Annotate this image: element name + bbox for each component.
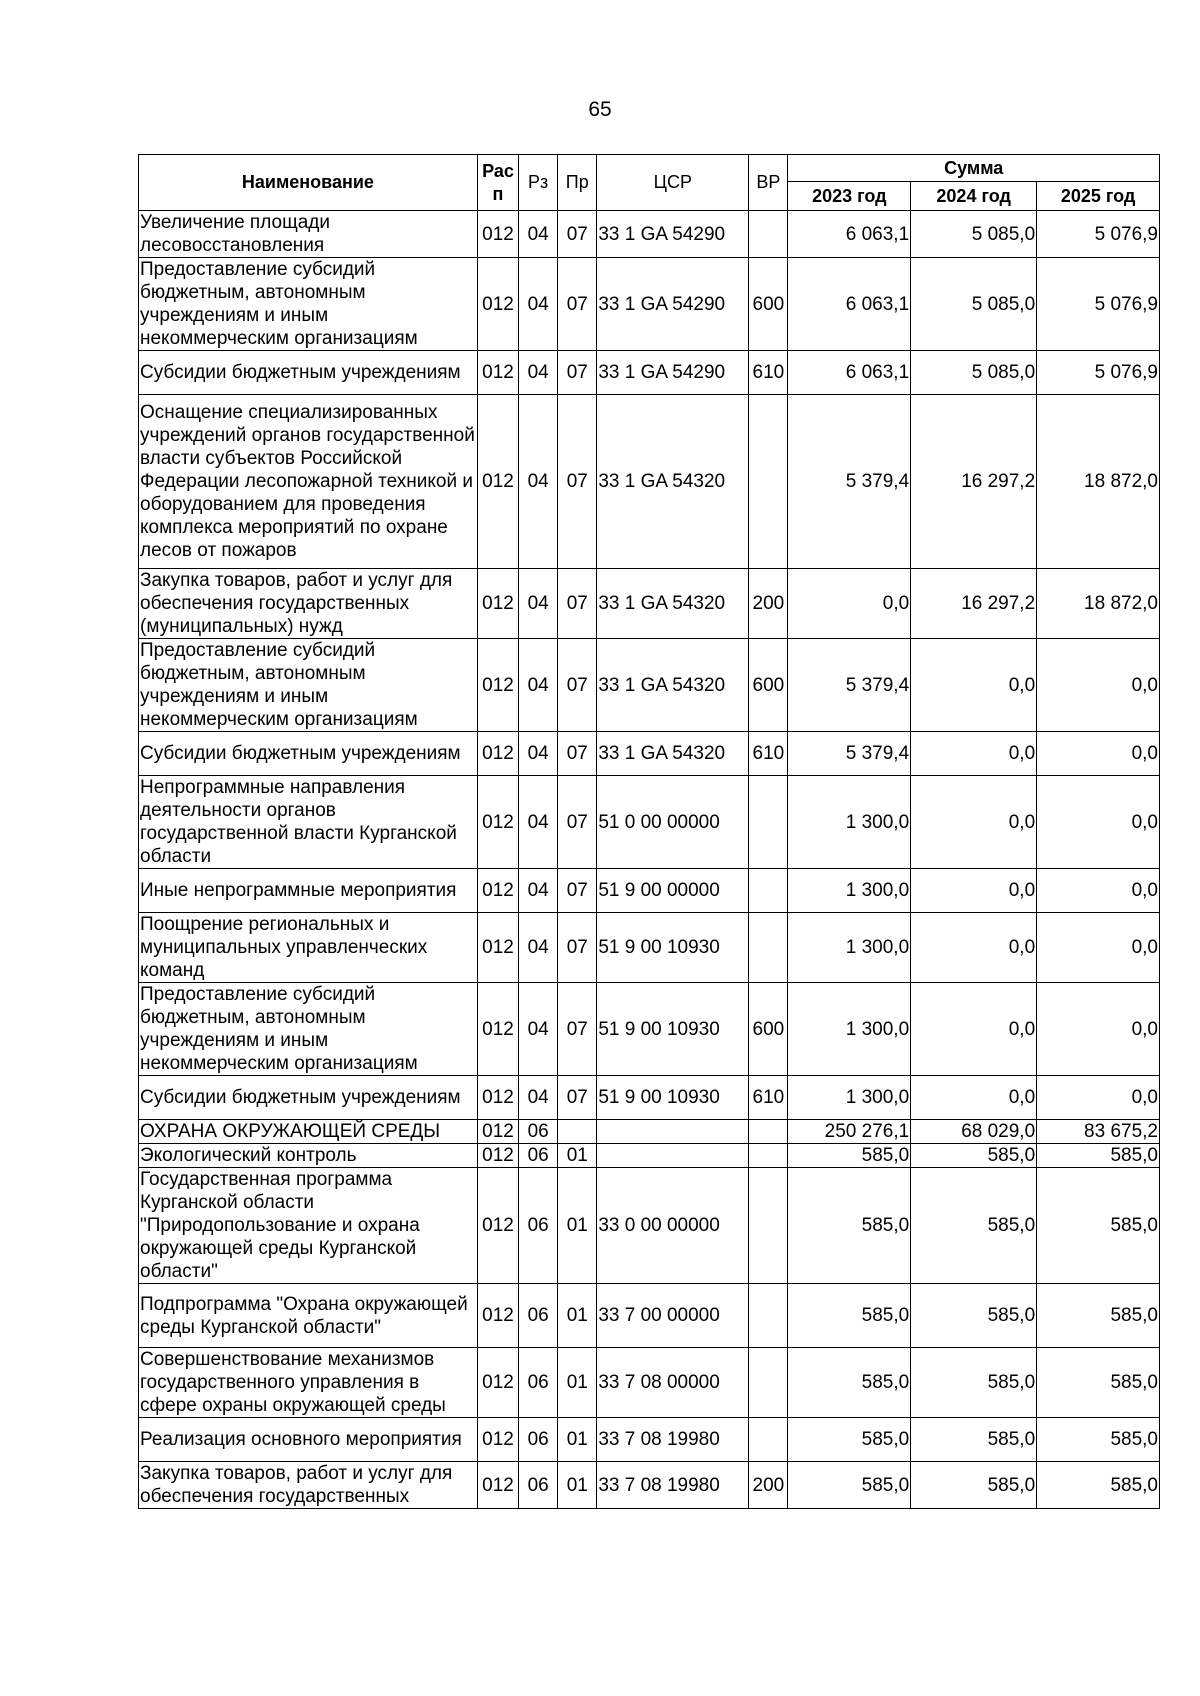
row-name: Совершенствование механизмов государственного управления в сфере охраны окружающей среды	[139, 1348, 478, 1418]
row-vr	[749, 1120, 788, 1144]
row-sum-2024: 5 085,0	[911, 258, 1037, 351]
row-sum-2023: 6 063,1	[788, 211, 911, 258]
row-rz: 04	[519, 776, 558, 869]
row-vr: 600	[749, 983, 788, 1076]
table-row	[139, 1348, 1160, 1418]
row-sum-2024: 585,0	[911, 1462, 1037, 1509]
header-csr: ЦСР	[597, 155, 749, 211]
row-sum-2025: 5 076,9	[1037, 351, 1160, 395]
row-name: Подпрограмма "Охрана окружающей среды Курганской области"	[139, 1284, 478, 1348]
row-rasp: 012	[477, 732, 518, 776]
row-rasp: 012	[477, 913, 518, 983]
row-sum-2025: 585,0	[1037, 1144, 1160, 1168]
row-csr: 51 0 00 00000	[597, 776, 749, 869]
row-name: Государственная программа Курганской области "Природопользование и охрана окружающей среды Курганской области"	[139, 1168, 478, 1284]
row-rz: 04	[519, 351, 558, 395]
row-rasp: 012	[477, 1120, 518, 1144]
row-rasp: 012	[477, 258, 518, 351]
row-rz: 04	[519, 983, 558, 1076]
row-sum-2024: 585,0	[911, 1168, 1037, 1284]
row-sum-2023: 1 300,0	[788, 776, 911, 869]
row-vr: 610	[749, 732, 788, 776]
table-row	[139, 869, 1160, 913]
row-csr: 33 1 GA 54290	[597, 211, 749, 258]
header-pr: Пр	[558, 155, 597, 211]
header-year-2023: 2023 год	[788, 182, 911, 211]
row-sum-2025: 0,0	[1037, 639, 1160, 732]
row-rz: 04	[519, 395, 558, 569]
row-pr: 07	[558, 395, 597, 569]
row-pr: 07	[558, 776, 597, 869]
row-sum-2025: 0,0	[1037, 913, 1160, 983]
table-row	[139, 569, 1160, 639]
row-rz: 06	[519, 1462, 558, 1509]
row-rasp: 012	[477, 569, 518, 639]
row-rasp: 012	[477, 1284, 518, 1348]
table-row	[139, 776, 1160, 869]
row-pr: 07	[558, 639, 597, 732]
row-sum-2025: 585,0	[1037, 1462, 1160, 1509]
row-sum-2023: 585,0	[788, 1418, 911, 1462]
row-vr	[749, 913, 788, 983]
row-sum-2024: 585,0	[911, 1418, 1037, 1462]
row-rz: 04	[519, 1076, 558, 1120]
row-sum-2024: 0,0	[911, 639, 1037, 732]
row-csr: 33 7 08 00000	[597, 1348, 749, 1418]
table-row	[139, 1284, 1160, 1348]
header-rz: Рз	[519, 155, 558, 211]
row-rz: 06	[519, 1144, 558, 1168]
row-rasp: 012	[477, 1418, 518, 1462]
row-sum-2023: 1 300,0	[788, 869, 911, 913]
row-vr: 600	[749, 639, 788, 732]
row-sum-2025: 0,0	[1037, 983, 1160, 1076]
row-sum-2023: 585,0	[788, 1144, 911, 1168]
row-sum-2024: 0,0	[911, 1076, 1037, 1120]
row-csr: 51 9 00 10930	[597, 913, 749, 983]
row-csr: 33 1 GA 54320	[597, 732, 749, 776]
row-pr: 01	[558, 1348, 597, 1418]
row-name: ОХРАНА ОКРУЖАЮЩЕЙ СРЕДЫ	[139, 1120, 478, 1144]
row-vr	[749, 1348, 788, 1418]
header-vr: ВР	[749, 155, 788, 211]
row-name: Реализация основного мероприятия	[139, 1418, 478, 1462]
row-vr: 200	[749, 1462, 788, 1509]
row-sum-2025: 83 675,2	[1037, 1120, 1160, 1144]
row-rz: 04	[519, 639, 558, 732]
row-rz: 04	[519, 258, 558, 351]
row-sum-2023: 585,0	[788, 1284, 911, 1348]
row-csr: 51 9 00 10930	[597, 983, 749, 1076]
row-sum-2024: 0,0	[911, 732, 1037, 776]
row-rasp: 012	[477, 639, 518, 732]
row-csr: 51 9 00 00000	[597, 869, 749, 913]
table-row	[139, 1120, 1160, 1144]
table-row	[139, 1076, 1160, 1120]
header-name: Наименование	[139, 155, 478, 211]
row-vr	[749, 1144, 788, 1168]
budget-table	[138, 154, 1160, 1509]
table-row	[139, 639, 1160, 732]
row-sum-2025: 5 076,9	[1037, 258, 1160, 351]
row-vr: 610	[749, 1076, 788, 1120]
row-csr	[597, 1120, 749, 1144]
row-sum-2023: 1 300,0	[788, 1076, 911, 1120]
row-sum-2025: 0,0	[1037, 869, 1160, 913]
row-name: Предоставление субсидий бюджетным, автономным учреждениям и иным некоммерческим организациям	[139, 639, 478, 732]
row-pr: 01	[558, 1462, 597, 1509]
row-vr	[749, 1168, 788, 1284]
row-pr: 07	[558, 983, 597, 1076]
table-row	[139, 1168, 1160, 1284]
row-sum-2024: 0,0	[911, 869, 1037, 913]
table-row	[139, 395, 1160, 569]
row-sum-2023: 5 379,4	[788, 395, 911, 569]
row-rz: 04	[519, 732, 558, 776]
row-sum-2023: 585,0	[788, 1462, 911, 1509]
row-sum-2023: 6 063,1	[788, 351, 911, 395]
row-sum-2024: 5 085,0	[911, 351, 1037, 395]
row-name: Закупка товаров, работ и услуг для обеспечения государственных (муниципальных) нужд	[139, 569, 478, 639]
row-sum-2023: 585,0	[788, 1168, 911, 1284]
row-sum-2023: 5 379,4	[788, 732, 911, 776]
row-csr: 33 7 08 19980	[597, 1418, 749, 1462]
row-vr	[749, 1284, 788, 1348]
row-name: Увеличение площади лесовосстановления	[139, 211, 478, 258]
row-rasp: 012	[477, 1076, 518, 1120]
row-pr: 01	[558, 1418, 597, 1462]
row-pr: 07	[558, 913, 597, 983]
row-csr: 33 1 GA 54320	[597, 395, 749, 569]
table-row	[139, 732, 1160, 776]
row-sum-2023: 585,0	[788, 1348, 911, 1418]
row-pr: 07	[558, 351, 597, 395]
row-sum-2025: 18 872,0	[1037, 395, 1160, 569]
row-sum-2023: 5 379,4	[788, 639, 911, 732]
row-vr	[749, 776, 788, 869]
row-rasp: 012	[477, 776, 518, 869]
row-pr: 07	[558, 732, 597, 776]
row-sum-2025: 0,0	[1037, 1076, 1160, 1120]
row-csr: 33 1 GA 54290	[597, 351, 749, 395]
row-sum-2025: 0,0	[1037, 732, 1160, 776]
row-sum-2025: 5 076,9	[1037, 211, 1160, 258]
row-sum-2025: 585,0	[1037, 1168, 1160, 1284]
row-csr: 51 9 00 10930	[597, 1076, 749, 1120]
row-sum-2024: 585,0	[911, 1348, 1037, 1418]
row-sum-2024: 68 029,0	[911, 1120, 1037, 1144]
row-rasp: 012	[477, 1168, 518, 1284]
row-rz: 04	[519, 869, 558, 913]
row-rasp: 012	[477, 1144, 518, 1168]
table-row	[139, 211, 1160, 258]
row-vr	[749, 211, 788, 258]
row-pr: 07	[558, 211, 597, 258]
header-year-2025: 2025 год	[1037, 182, 1160, 211]
row-vr	[749, 869, 788, 913]
row-sum-2024: 16 297,2	[911, 569, 1037, 639]
row-sum-2024: 0,0	[911, 983, 1037, 1076]
table-row	[139, 351, 1160, 395]
row-sum-2023: 1 300,0	[788, 913, 911, 983]
row-pr: 07	[558, 569, 597, 639]
row-sum-2023: 250 276,1	[788, 1120, 911, 1144]
table-row	[139, 1144, 1160, 1168]
row-sum-2025: 18 872,0	[1037, 569, 1160, 639]
row-name: Субсидии бюджетным учреждениям	[139, 732, 478, 776]
table-row	[139, 983, 1160, 1076]
header-sum: Сумма	[788, 155, 1160, 182]
row-name: Субсидии бюджетным учреждениям	[139, 1076, 478, 1120]
header-row-top	[139, 155, 1160, 182]
row-csr: 33 7 00 00000	[597, 1284, 749, 1348]
row-sum-2025: 0,0	[1037, 776, 1160, 869]
row-vr	[749, 395, 788, 569]
row-name: Предоставление субсидий бюджетным, автономным учреждениям и иным некоммерческим организациям	[139, 983, 478, 1076]
row-pr: 01	[558, 1284, 597, 1348]
row-rasp: 012	[477, 1348, 518, 1418]
row-csr: 33 0 00 00000	[597, 1168, 749, 1284]
row-sum-2024: 585,0	[911, 1284, 1037, 1348]
row-sum-2025: 585,0	[1037, 1418, 1160, 1462]
row-csr: 33 1 GA 54320	[597, 639, 749, 732]
table-row	[139, 913, 1160, 983]
row-name: Субсидии бюджетным учреждениям	[139, 351, 478, 395]
row-csr: 33 7 08 19980	[597, 1462, 749, 1509]
row-rasp: 012	[477, 869, 518, 913]
table-row	[139, 1418, 1160, 1462]
row-csr: 33 1 GA 54320	[597, 569, 749, 639]
row-rasp: 012	[477, 983, 518, 1076]
header-rasp	[477, 155, 518, 211]
row-csr: 33 1 GA 54290	[597, 258, 749, 351]
row-name: Иные непрограммные мероприятия	[139, 869, 478, 913]
row-sum-2024: 5 085,0	[911, 211, 1037, 258]
row-rasp: 012	[477, 395, 518, 569]
row-name: Экологический контроль	[139, 1144, 478, 1168]
row-sum-2024: 0,0	[911, 776, 1037, 869]
header-year-2024: 2024 год	[911, 182, 1037, 211]
row-name: Предоставление субсидий бюджетным, автономным учреждениям и иным некоммерческим организациям	[139, 258, 478, 351]
row-vr: 600	[749, 258, 788, 351]
row-rasp: 012	[477, 351, 518, 395]
row-sum-2024: 585,0	[911, 1144, 1037, 1168]
row-rz: 06	[519, 1120, 558, 1144]
row-name: Поощрение региональных и муниципальных управленческих команд	[139, 913, 478, 983]
row-pr: 01	[558, 1168, 597, 1284]
table-row	[139, 1462, 1160, 1509]
header-rasp-top: Рас	[482, 160, 514, 181]
row-rz: 06	[519, 1348, 558, 1418]
row-sum-2025: 585,0	[1037, 1284, 1160, 1348]
row-rasp: 012	[477, 211, 518, 258]
row-vr: 200	[749, 569, 788, 639]
row-rz: 04	[519, 211, 558, 258]
row-rz: 06	[519, 1168, 558, 1284]
row-pr: 07	[558, 1076, 597, 1120]
row-name: Оснащение специализированных учреждений органов государственной власти субъектов Российской Федерации лесопожарной техникой и оборудованием для проведения комплекса мероприятий по охране лесов от пожаров	[139, 395, 478, 569]
page-number: 65	[588, 98, 612, 121]
table-row	[139, 258, 1160, 351]
row-rasp: 012	[477, 1462, 518, 1509]
row-sum-2023: 0,0	[788, 569, 911, 639]
row-sum-2023: 6 063,1	[788, 258, 911, 351]
row-sum-2024: 16 297,2	[911, 395, 1037, 569]
row-pr: 07	[558, 258, 597, 351]
row-rz: 06	[519, 1284, 558, 1348]
row-sum-2023: 1 300,0	[788, 983, 911, 1076]
row-rz: 04	[519, 569, 558, 639]
row-pr: 07	[558, 869, 597, 913]
header-rasp-bottom: п	[492, 183, 504, 204]
row-sum-2025: 585,0	[1037, 1348, 1160, 1418]
row-vr: 610	[749, 351, 788, 395]
row-pr	[558, 1120, 597, 1144]
row-name: Непрограммные направления деятельности органов государственной власти Курганской области	[139, 776, 478, 869]
row-rz: 04	[519, 913, 558, 983]
row-sum-2024: 0,0	[911, 913, 1037, 983]
row-csr	[597, 1144, 749, 1168]
row-name: Закупка товаров, работ и услуг для обеспечения государственных	[139, 1462, 478, 1509]
row-rz: 06	[519, 1418, 558, 1462]
row-pr: 01	[558, 1144, 597, 1168]
row-vr	[749, 1418, 788, 1462]
